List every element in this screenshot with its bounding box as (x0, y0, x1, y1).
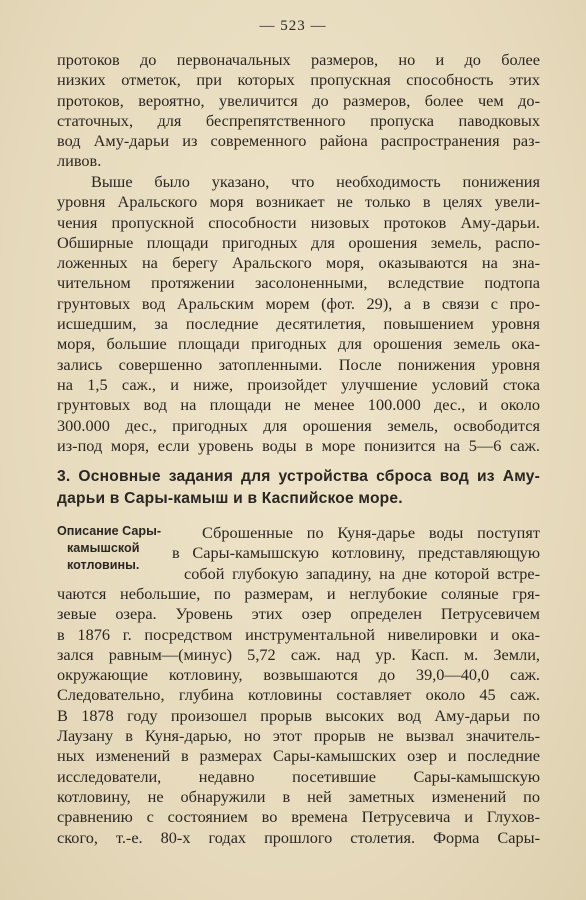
text-line: сравнению с состоянием во времена Петрусевича и Глухов- (57, 807, 540, 827)
text-line: чения пропускной способности низовых протоков Аму-дарьи. (57, 212, 540, 232)
text-line: протоков, вероятно, увеличится до размеров, более чем до- (57, 90, 540, 110)
text-line: окружающие котловину, возвышаются до 39,0—40,0 саж. (57, 665, 540, 685)
text-line: грунтовых вод на площади не менее 100.000 дес., и около (57, 395, 540, 415)
text-line: Выше было указано, что необходимость понижения (91, 172, 540, 191)
text-line: исследователи, недавно посетившие Сары-камышскую (57, 766, 540, 786)
text-line: в Сары-камышскую котловину, представляющую (172, 543, 540, 563)
text-line: из-под моря, если уровень воды в море понизится на 5—6 саж. (57, 435, 540, 455)
paragraph-1 (57, 50, 540, 172)
text-line: чительном протяжении засолоненными, вследствие подтопа (57, 273, 540, 293)
text-line: 3. Основные задания для устройства сброса вод из Аму- (57, 468, 540, 485)
text-line: на 1,5 саж., и ниже, произойдет улучшение условий стока (57, 374, 540, 394)
text-line: в 1876 г. посредством инструментальной нивелировки и ока- (57, 624, 540, 644)
paragraph-3 (57, 584, 540, 848)
page-number: — 523 — (259, 18, 327, 34)
text-line: низких отметок, при которых пропускная способность этих (57, 70, 540, 90)
text-line: протоков до первоначальных размеров, но и до более (57, 50, 540, 69)
text-line: Следовательно, глубина котловины составляет около 45 саж. (57, 685, 540, 705)
text-line: зевые озера. Уровень этих озер определен Петрусевичем (57, 604, 540, 624)
text-line: котловину, не обнаружили в ней заметных изменений по (57, 786, 540, 806)
text-line: зался равным—(минус) 5,72 саж. над ур. Касп. м. Земли, (57, 644, 540, 664)
text-line: чаются небольшие, по размерам, и неглубокие соляные гря- (57, 584, 540, 603)
section-heading (57, 466, 540, 510)
text-line: грунтовых вод Аральским морем (фот. 29), а в связи с про- (57, 293, 540, 313)
text-line: зались совершенно затопленными. После понижения уровня (57, 354, 540, 374)
margin-note-line: Описание Сары- (57, 524, 162, 538)
paragraph-3-indented (57, 523, 540, 584)
text-line: Лаузану в Куня-дарью, но этот прорыв не вызвал значитель- (57, 726, 540, 746)
text-line: ных изменений в размерах Сары-камышских озер и последние (57, 746, 540, 766)
text-line: моря, большие площади пригодных для орошения земель ока- (57, 334, 540, 354)
text-line: Сброшенные по Куня-дарье воды поступят (202, 523, 540, 542)
text-line: 300.000 дес., пригодных для орошения земель, освободится (57, 415, 540, 435)
text-line: собой глубокую западину, на дне которой встре- (184, 563, 540, 583)
text-line: ливов. (57, 151, 102, 171)
text-line: Обширные площади пригодных для орошения земель, распо- (57, 232, 540, 252)
text-line: ложенных на берегу Аральского моря, оказываются на зна- (57, 253, 540, 273)
margin-note-line: котловины. (67, 558, 140, 572)
text-line: ского, т.-е. 80-х годах прошлого столетия. Форма Сары- (57, 827, 540, 847)
text-line: вод Аму-дарьи из современного района распространения раз- (57, 131, 540, 151)
text-line: статочных, для беспрепятственного пропуска паводковых (57, 110, 540, 130)
paragraph-2 (57, 172, 540, 456)
text-line: В 1878 году произошел прорыв высоких вод Аму-дарьи по (57, 705, 540, 725)
margin-note-line: камышской (67, 541, 140, 555)
text-line: дарьи в Сары-камыш и в Каспийское море. (57, 490, 403, 507)
text-line: уровня Аральского моря возникает не только в целях увели- (57, 192, 540, 212)
text-line: исшедшим, за последние десятилетия, повышением уровня (57, 314, 540, 334)
